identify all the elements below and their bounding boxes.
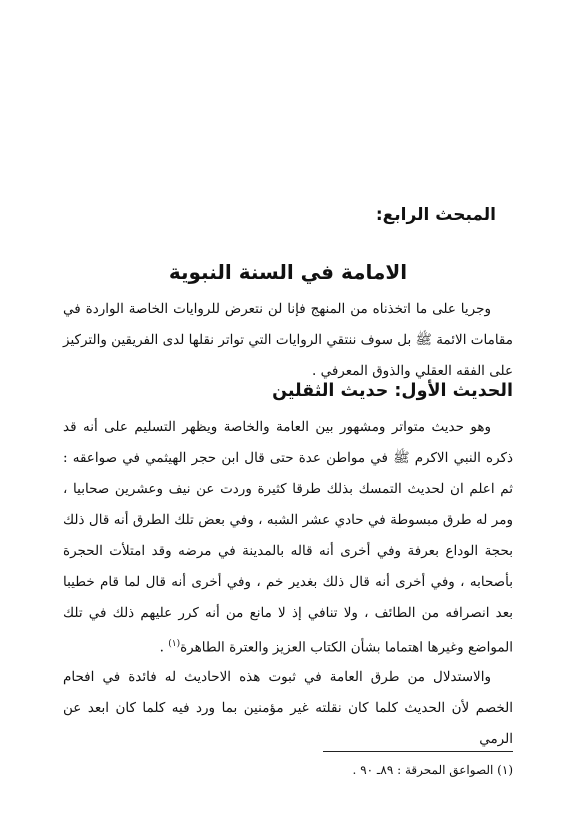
footnote-divider	[323, 751, 513, 752]
hadith-paragraph	[63, 412, 513, 664]
footnote-reference: (١)	[168, 639, 181, 649]
hadith-subheading: الحديث الأول: حديث الثقلين	[272, 381, 513, 401]
argument-paragraph: والاستدلال من طرق العامة في ثبوت هذه الاحاديث له فائدة في افحام الخصم لأن الحديث كلما كان نقلته غير مؤمنين بما ورد فيه كلما كان ابعد عن الرمي	[63, 669, 513, 747]
footnote: (١) الصواعق المحرقة : ٨٩ـ ٩٠ .	[352, 763, 513, 777]
chapter-title: الامامة في السنة النبوية	[168, 260, 408, 284]
hadith-paragraph-end: .	[159, 639, 169, 656]
section-label: المبحث الرابع:	[375, 205, 496, 225]
hadith-paragraph-text: وهو حديث متواتر ومشهور بين العامة والخاصة ويظهر التسليم على أنه قد ذكره النبي الاكرم ﷺ في مواطن عدة حتى قال ابن حجر الهيثمي في صواعقه : ثم اعلم ان لحديث التمسك بذلك طرقا كثيرة وردت عن نيف وعشرين صحابيا ، ومر له طرق مبسوطة في حادي عشر الشبه ، وفي بعض تلك الطرق أنه قال ذلك بحجة الوداع بعرفة وفي أخرى أنه قاله بالمدينة في مرضه وقد امتلأت الحجرة بأصحابه ، وفي أخرى أنه قال ذلك بغدير خم ، وفي أخرى أنه قال لما قام خطيبا بعد انصرافه من الطائف ، ولا تنافي إذ لا مانع من أنه كرر عليهم ذلك في تلك المواضع وغيرها اهتماما بشأن الكتاب العزيز والعترة الطاهرة	[63, 419, 513, 656]
intro-paragraph: وجريا على ما اتخذناه من المنهج فإنا لن نتعرض للروايات الخاصة الواردة في مقامات الائمة ﷺ بل سوف ننتقي الروايات التي تواتر نقلها لدى الفريقين والتركيز على الفقه العقلي والذوق المعرفي .	[63, 301, 513, 379]
